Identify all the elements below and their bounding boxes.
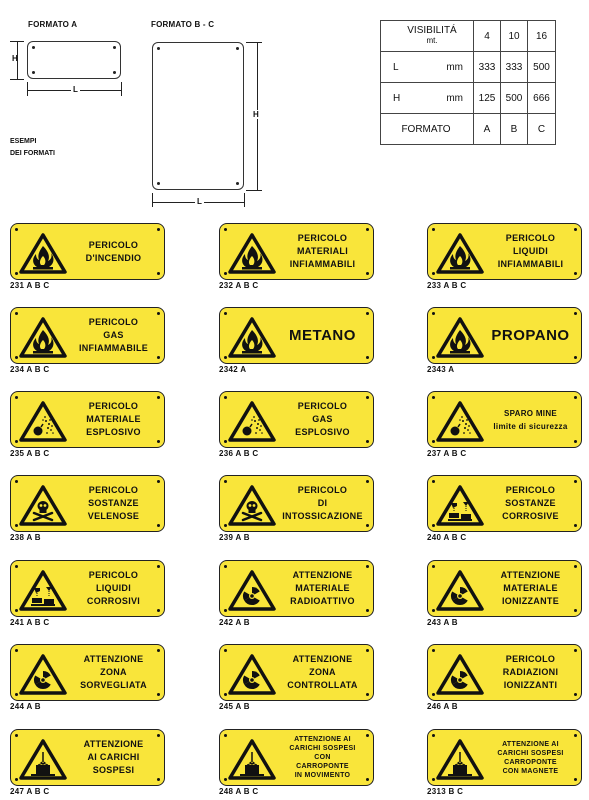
visibility-table xyxy=(380,20,556,145)
safety-sign xyxy=(219,475,374,532)
sign-code: 233 A B C xyxy=(427,281,467,290)
sign-code: 231 A B C xyxy=(10,281,50,290)
sign-text: PERICOLO SOSTANZE VELENOSE xyxy=(87,485,140,521)
visibility-header: VISIBILITÁ xyxy=(407,25,457,36)
safety-sign xyxy=(427,644,582,701)
safety-sign xyxy=(10,475,165,532)
safety-sign xyxy=(10,729,165,786)
table-row: L mm 333 333 500 xyxy=(381,52,556,83)
fire-icon xyxy=(19,232,67,274)
explosion-icon xyxy=(19,400,67,442)
suspended-load-icon xyxy=(228,738,276,780)
sign-text: PERICOLO LIQUIDI INFIAMMABILI xyxy=(497,233,564,269)
sign-code: 2342 A xyxy=(219,365,247,374)
sign-text: ATTENZIONE AI CARICHI SOSPESI CARROPONTE CON MAGNETE xyxy=(497,740,564,775)
sign-code: 236 A B C xyxy=(219,449,259,458)
sign-text: ATTENZIONE AI CARICHI SOSPESI xyxy=(83,739,144,775)
safety-sign xyxy=(219,560,374,617)
safety-sign xyxy=(219,391,374,448)
safety-sign xyxy=(427,223,582,280)
sign-code: 243 A B xyxy=(427,618,458,627)
explosion-icon xyxy=(436,400,484,442)
sign-code: 244 A B xyxy=(10,702,41,711)
sign-code: 239 A B xyxy=(219,533,250,542)
sign-text: PERICOLO DI INTOSSICAZIONE xyxy=(282,485,363,521)
radiation-icon xyxy=(228,653,276,695)
fire-icon xyxy=(228,232,276,274)
sign-code: 2343 A xyxy=(427,365,455,374)
examples-caption: ESEMPI DEI FORMATI xyxy=(10,138,55,157)
sign-code: 247 A B C xyxy=(10,787,50,796)
radiation-icon xyxy=(436,569,484,611)
sign-code: 235 A B C xyxy=(10,449,50,458)
safety-sign xyxy=(427,560,582,617)
explosion-icon xyxy=(228,400,276,442)
safety-sign xyxy=(10,560,165,617)
skull-icon xyxy=(19,484,67,526)
sign-code: 240 A B C xyxy=(427,533,467,542)
safety-sign xyxy=(219,729,374,786)
table-row: FORMATO A B C xyxy=(381,114,556,145)
sign-code: 248 A B C xyxy=(219,787,259,796)
sign-text: PERICOLO MATERIALE ESPLOSIVO xyxy=(86,401,141,437)
fire-icon xyxy=(228,316,276,358)
skull-icon xyxy=(228,484,276,526)
safety-sign xyxy=(427,475,582,532)
visibility-unit: mt. xyxy=(426,36,438,45)
sign-text: ATTENZIONE AI CARICHI SOSPESI CON CARROPONTE IN MOVIMENTO xyxy=(289,736,356,779)
safety-sign xyxy=(10,223,165,280)
sign-text: ATTENZIONE ZONA CONTROLLATA xyxy=(287,654,358,690)
sign-text: PERICOLO RADIAZIONI IONIZZANTI xyxy=(502,654,559,690)
sign-text: ATTENZIONE MATERIALE IONIZZANTE xyxy=(500,570,561,606)
safety-sign xyxy=(427,391,582,448)
fire-icon xyxy=(19,316,67,358)
sign-text: ATTENZIONE MATERIALE RADIOATTIVO xyxy=(290,570,355,606)
sign-text: PROPANO xyxy=(491,327,570,344)
sign-text: METANO xyxy=(289,327,356,344)
radiation-icon xyxy=(19,653,67,695)
sign-text: PERICOLO GAS ESPLOSIVO xyxy=(295,401,350,437)
format-a-h-label: H xyxy=(12,54,18,63)
format-bc-h-label: H xyxy=(253,110,259,119)
suspended-load-icon xyxy=(436,738,484,780)
sign-text: PERICOLO MATERIALI INFIAMMABILI xyxy=(289,233,356,269)
sign-code: 242 A B xyxy=(219,618,250,627)
radiation-icon xyxy=(436,653,484,695)
sign-text: PERICOLO SOSTANZE CORROSIVE xyxy=(502,485,559,521)
format-bc-l-label: L xyxy=(197,197,202,206)
safety-sign xyxy=(10,644,165,701)
suspended-load-icon xyxy=(19,738,67,780)
sign-text: SPARO MINE limite di sicurezza xyxy=(493,408,568,431)
safety-sign xyxy=(427,307,582,364)
safety-sign xyxy=(219,644,374,701)
sign-code: 238 A B xyxy=(10,533,41,542)
sign-text: PERICOLO D'INCENDIO xyxy=(85,239,142,263)
table-row: VISIBILITÁ mt. 4 10 16 xyxy=(381,21,556,52)
safety-sign xyxy=(427,729,582,786)
sign-code: 241 A B C xyxy=(10,618,50,627)
format-bc-rect xyxy=(152,42,244,190)
sign-code: 232 A B C xyxy=(219,281,259,290)
format-a-l-label: L xyxy=(73,85,78,94)
fire-icon xyxy=(436,316,484,358)
sign-text: PERICOLO LIQUIDI CORROSIVI xyxy=(86,570,141,606)
corrosive-icon xyxy=(436,484,484,526)
sign-code: 234 A B C xyxy=(10,365,50,374)
sign-code: 246 A B xyxy=(427,702,458,711)
corrosive-icon xyxy=(19,569,67,611)
sign-text: ATTENZIONE ZONA SORVEGLIATA xyxy=(80,654,147,690)
fire-icon xyxy=(436,232,484,274)
safety-sign xyxy=(219,223,374,280)
sign-code: 245 A B xyxy=(219,702,250,711)
sign-code: 2313 B C xyxy=(427,787,464,796)
safety-sign xyxy=(10,391,165,448)
safety-sign xyxy=(219,307,374,364)
sign-code: 237 A B C xyxy=(427,449,467,458)
format-a-title: FORMATO A xyxy=(28,20,78,29)
table-row: H mm 125 500 666 xyxy=(381,83,556,114)
format-a-rect xyxy=(27,41,121,79)
format-bc-title: FORMATO B - C xyxy=(151,20,215,29)
radiation-icon xyxy=(228,569,276,611)
safety-sign xyxy=(10,307,165,364)
sign-text: PERICOLO GAS INFIAMMABILE xyxy=(78,317,149,353)
